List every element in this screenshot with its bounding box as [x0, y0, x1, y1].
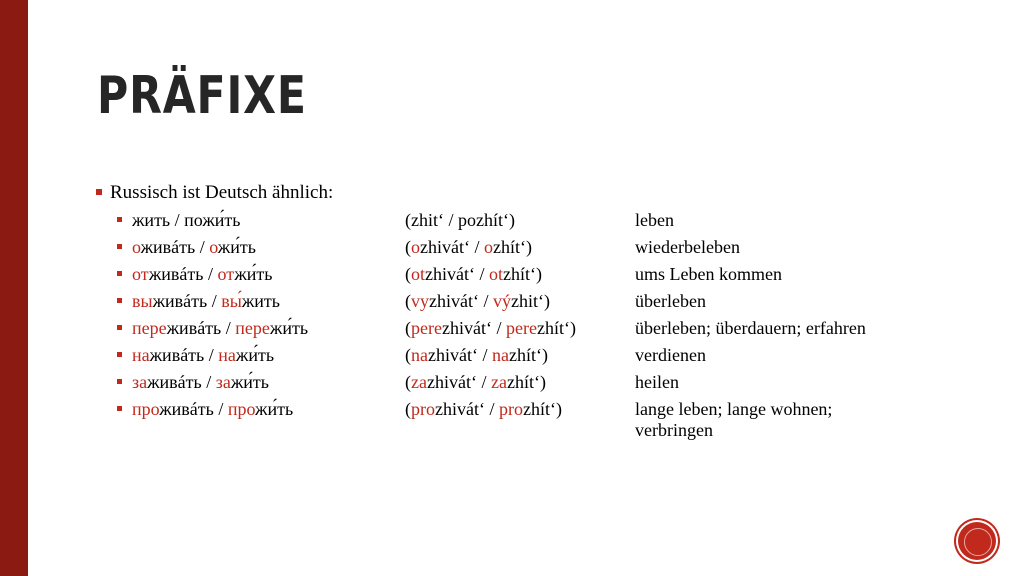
transliteration: (perezhivát‘ / perezhít‘) [405, 318, 576, 338]
left-accent-bar [0, 0, 28, 576]
transliteration: (prozhivát‘ / prozhít‘) [405, 399, 562, 419]
german-meaning: überleben; überdauern; erfahren [635, 318, 866, 338]
russian-verbs: наживáть / нажи́ть [117, 342, 274, 368]
bullet-square-icon [117, 298, 122, 303]
transliteration: (ozhivát‘ / ozhít‘) [405, 237, 532, 257]
russian-verbs: отживáть / отжи́ть [117, 261, 273, 287]
russian-verbs: оживáть / ожи́ть [117, 234, 256, 260]
german-meaning: ums Leben kommen [635, 264, 782, 284]
bullet-square-icon [96, 189, 102, 195]
transliteration: (vyzhivát‘ / výzhit‘) [405, 291, 550, 311]
bullet-square-icon [117, 379, 122, 384]
russian-verbs: проживáть / прожи́ть [117, 396, 293, 422]
russian-verbs: заживáть / зажи́ть [117, 369, 269, 395]
slide-number-badge [958, 522, 996, 560]
russian-verbs: жить / пожи́ть [117, 207, 240, 233]
bullet-square-icon [117, 217, 122, 222]
russian-verbs: переживáть / пережи́ть [117, 315, 308, 341]
german-meaning: heilen [635, 372, 679, 392]
bullet-square-icon [117, 352, 122, 357]
german-meaning: lange leben; lange wohnen; [635, 399, 833, 419]
transliteration: (nazhivát‘ / nazhít‘) [405, 345, 548, 365]
german-meaning: überleben [635, 291, 706, 311]
bullet-square-icon [117, 325, 122, 330]
german-meaning: wiederbeleben [635, 237, 740, 257]
bullet-square-icon [117, 406, 122, 411]
german-meaning: verdienen [635, 345, 706, 365]
badge-ring-icon [964, 528, 992, 556]
transliteration: (zhit‘ / pozhít‘) [405, 210, 515, 230]
transliteration: (zazhivát‘ / zazhít‘) [405, 372, 546, 392]
russian-verbs: выживáть / вы́жить [117, 288, 280, 314]
main-bullet [96, 180, 333, 206]
german-meaning: verbringen [635, 420, 713, 440]
main-bullet-text: Russisch ist Deutsch ähnlich: [110, 182, 334, 203]
german-meaning: leben [635, 210, 674, 230]
transliteration: (otzhivát‘ / otzhít‘) [405, 264, 542, 284]
slide-title: PRÄFIXE [97, 66, 307, 126]
bullet-square-icon [117, 244, 122, 249]
bullet-square-icon [117, 271, 122, 276]
